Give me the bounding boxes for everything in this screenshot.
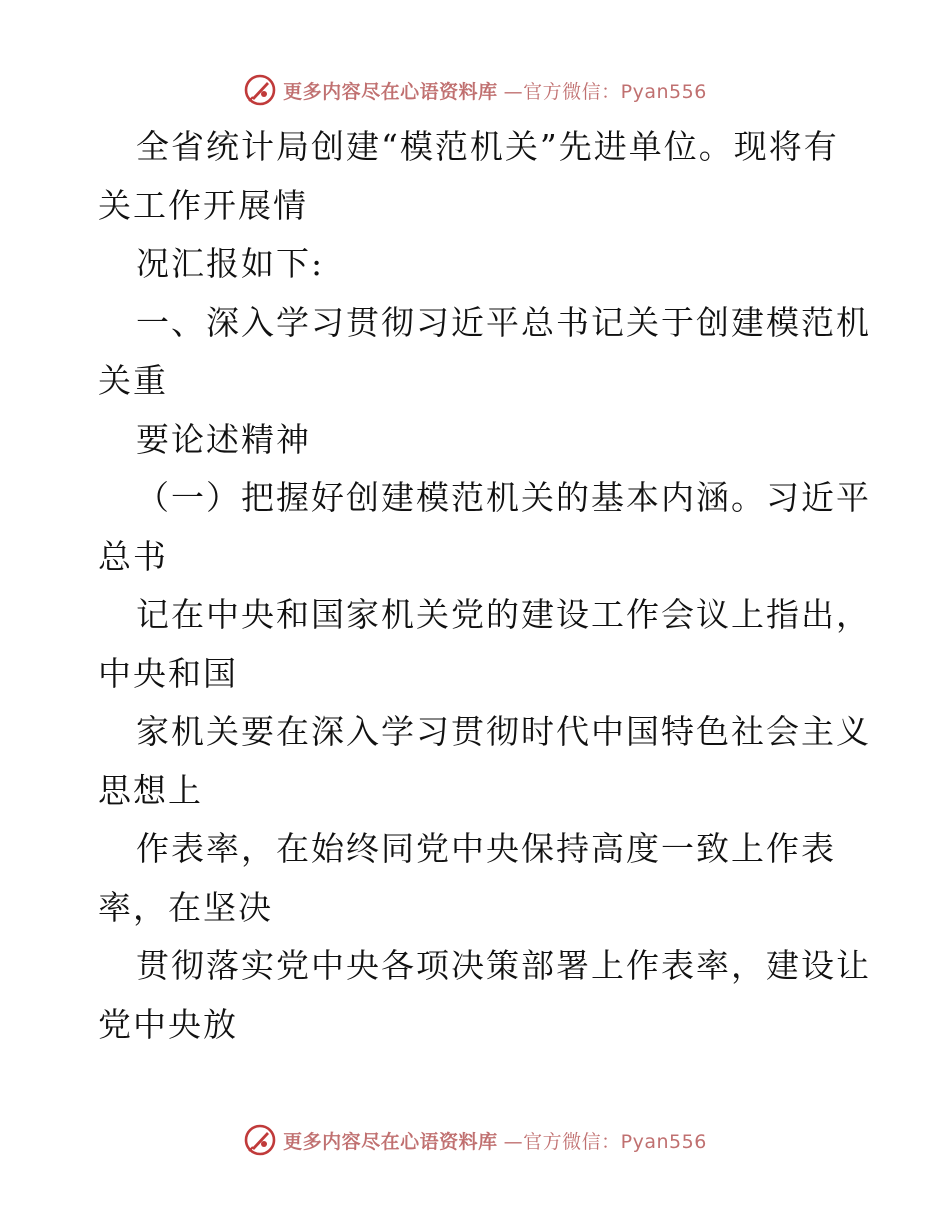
watermark-sub-text: —官方微信：Pyan556 [503, 1130, 707, 1153]
text-line: 率，在坚决 [98, 887, 273, 927]
text-line: 总书 [98, 536, 168, 576]
text-line: （一）把握好创建模范机关的基本内涵。习近平 [136, 478, 871, 517]
footer-watermark [0, 1120, 950, 1160]
watermark-main-text: 更多内容尽在心语资料库 [283, 1130, 498, 1153]
quill-logo-icon [243, 73, 277, 107]
document-body [98, 118, 871, 1054]
text-line: 思想上 [98, 770, 203, 810]
text-line: 要论述精神 [136, 419, 311, 459]
header-watermark [0, 70, 950, 110]
quill-logo-icon [243, 1123, 277, 1157]
text-line: 关工作开展情 [98, 185, 308, 225]
text-line: 记在中央和国家机关党的建设工作会议上指出， [136, 595, 871, 634]
text-line: 关重 [98, 361, 168, 400]
text-line: 家机关要在深入学习贯彻时代中国特色社会主义 [136, 712, 871, 751]
text-line: 作表率，在始终同党中央保持高度一致上作表 [136, 829, 836, 868]
text-line: 全省统计局创建“模范机关”先进单位。现将有 [136, 127, 839, 166]
watermark-main-text: 更多内容尽在心语资料库 [283, 80, 498, 103]
text-line: 一、深入学习贯彻习近平总书记关于创建模范机 [136, 302, 871, 342]
text-line: 况汇报如下: [136, 244, 325, 283]
text-line: 贯彻落实党中央各项决策部署上作表率，建设让 [136, 946, 871, 985]
text-line: 党中央放 [98, 1004, 238, 1044]
watermark-sub-text: —官方微信：Pyan556 [503, 80, 707, 103]
text-line: 中央和国 [98, 653, 238, 693]
